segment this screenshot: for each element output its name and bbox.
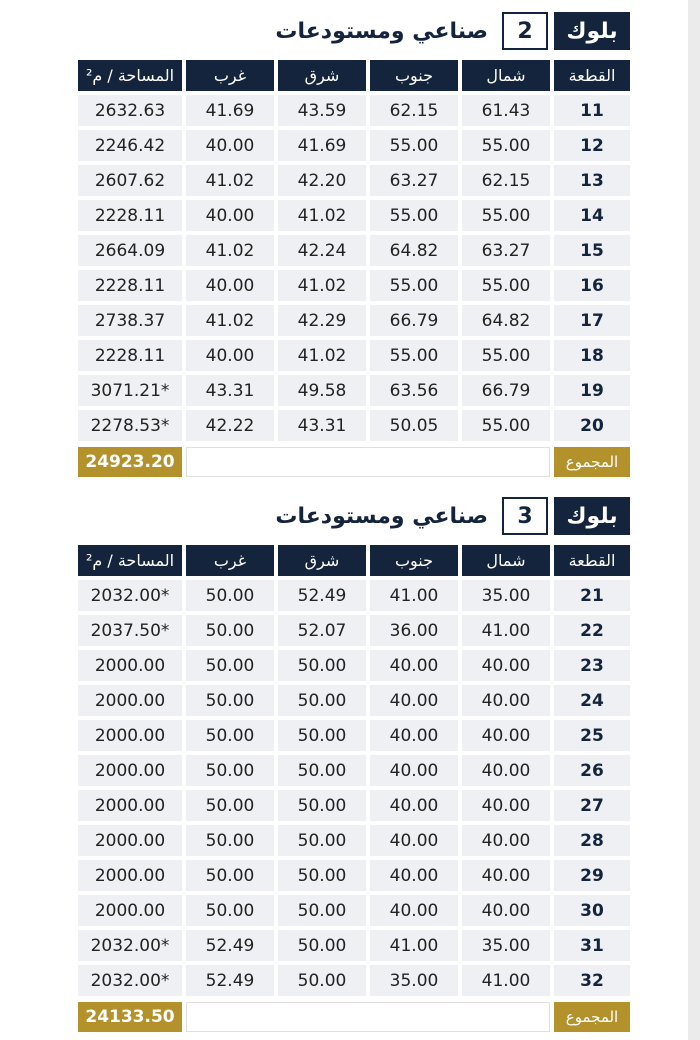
north-cell: 41.00 — [462, 965, 550, 996]
south-header: جنوب — [370, 545, 458, 576]
south-cell: 55.00 — [370, 130, 458, 161]
area-header: المساحة / م² — [78, 60, 182, 91]
block-header — [78, 493, 630, 539]
west-cell: 40.00 — [186, 270, 274, 301]
area-header: المساحة / م² — [78, 545, 182, 576]
table-row — [78, 165, 630, 196]
south-cell: 55.00 — [370, 270, 458, 301]
plot-header: القطعة — [554, 60, 630, 91]
north-cell: 55.00 — [462, 410, 550, 441]
plot-number-cell: 15 — [554, 235, 630, 266]
west-header: غرب — [186, 545, 274, 576]
north-cell: 61.43 — [462, 95, 550, 126]
table-row — [78, 720, 630, 751]
table-row — [78, 410, 630, 441]
south-cell: 40.00 — [370, 685, 458, 716]
area-cell: 2607.62 — [78, 165, 182, 196]
block-number: 3 — [502, 497, 548, 535]
south-header: جنوب — [370, 60, 458, 91]
north-cell: 64.82 — [462, 305, 550, 336]
west-cell: 50.00 — [186, 790, 274, 821]
east-cell: 50.00 — [278, 685, 366, 716]
area-cell: 2000.00 — [78, 720, 182, 751]
east-cell: 42.20 — [278, 165, 366, 196]
west-cell: 50.00 — [186, 895, 274, 926]
table-row — [78, 270, 630, 301]
total-row — [78, 447, 630, 477]
table-row — [78, 580, 630, 611]
west-cell: 50.00 — [186, 580, 274, 611]
north-cell: 40.00 — [462, 755, 550, 786]
west-header: غرب — [186, 60, 274, 91]
east-cell: 43.31 — [278, 410, 366, 441]
table-row — [78, 895, 630, 926]
south-cell: 40.00 — [370, 755, 458, 786]
north-cell: 66.79 — [462, 375, 550, 406]
total-row — [78, 1002, 630, 1032]
plot-number-cell: 29 — [554, 860, 630, 891]
north-cell: 40.00 — [462, 650, 550, 681]
west-cell: 40.00 — [186, 200, 274, 231]
north-cell: 40.00 — [462, 720, 550, 751]
south-cell: 55.00 — [370, 200, 458, 231]
table-row — [78, 650, 630, 681]
area-cell: 3071.21* — [78, 375, 182, 406]
plots-table — [74, 56, 634, 445]
table-row — [78, 340, 630, 371]
east-cell: 50.00 — [278, 790, 366, 821]
area-cell: 2664.09 — [78, 235, 182, 266]
total-spacer — [186, 1002, 550, 1032]
plot-number-cell: 11 — [554, 95, 630, 126]
east-cell: 41.02 — [278, 340, 366, 371]
north-header: شمال — [462, 545, 550, 576]
north-cell: 55.00 — [462, 270, 550, 301]
east-cell: 41.02 — [278, 270, 366, 301]
block-2-section — [78, 8, 630, 477]
east-cell: 50.00 — [278, 650, 366, 681]
table-row — [78, 200, 630, 231]
plot-number-cell: 31 — [554, 930, 630, 961]
table-row — [78, 375, 630, 406]
plot-header: القطعة — [554, 545, 630, 576]
area-cell: 2000.00 — [78, 755, 182, 786]
east-cell: 43.59 — [278, 95, 366, 126]
table-row — [78, 755, 630, 786]
north-cell: 55.00 — [462, 340, 550, 371]
total-label: المجموع — [554, 1002, 630, 1032]
south-cell: 41.00 — [370, 580, 458, 611]
plot-number-cell: 32 — [554, 965, 630, 996]
south-cell: 40.00 — [370, 720, 458, 751]
east-header: شرق — [278, 545, 366, 576]
north-cell: 62.15 — [462, 165, 550, 196]
west-cell: 50.00 — [186, 825, 274, 856]
table-row — [78, 825, 630, 856]
north-cell: 40.00 — [462, 825, 550, 856]
west-cell: 50.00 — [186, 650, 274, 681]
area-cell: 2037.50* — [78, 615, 182, 646]
plot-number-cell: 20 — [554, 410, 630, 441]
plot-number-cell: 24 — [554, 685, 630, 716]
plots-table — [74, 541, 634, 1000]
east-cell: 50.00 — [278, 755, 366, 786]
plot-number-cell: 17 — [554, 305, 630, 336]
west-cell: 50.00 — [186, 685, 274, 716]
west-cell: 41.69 — [186, 95, 274, 126]
area-cell: 2000.00 — [78, 860, 182, 891]
south-cell: 35.00 — [370, 965, 458, 996]
plot-number-cell: 27 — [554, 790, 630, 821]
west-cell: 50.00 — [186, 720, 274, 751]
west-cell: 50.00 — [186, 615, 274, 646]
south-cell: 40.00 — [370, 650, 458, 681]
south-cell: 63.56 — [370, 375, 458, 406]
west-cell: 41.02 — [186, 165, 274, 196]
total-spacer — [186, 447, 550, 477]
west-cell: 52.49 — [186, 930, 274, 961]
area-cell: 2032.00* — [78, 930, 182, 961]
plot-number-cell: 18 — [554, 340, 630, 371]
plot-number-cell: 16 — [554, 270, 630, 301]
east-cell: 50.00 — [278, 720, 366, 751]
total-value: 24133.50 — [78, 1002, 182, 1032]
south-cell: 55.00 — [370, 340, 458, 371]
south-cell: 64.82 — [370, 235, 458, 266]
north-cell: 55.00 — [462, 200, 550, 231]
plot-number-cell: 28 — [554, 825, 630, 856]
table-row — [78, 305, 630, 336]
west-cell: 42.22 — [186, 410, 274, 441]
south-cell: 50.05 — [370, 410, 458, 441]
north-cell: 55.00 — [462, 130, 550, 161]
south-cell: 40.00 — [370, 860, 458, 891]
north-header: شمال — [462, 60, 550, 91]
east-cell: 50.00 — [278, 825, 366, 856]
plot-number-cell: 25 — [554, 720, 630, 751]
area-cell: 2278.53* — [78, 410, 182, 441]
south-cell: 40.00 — [370, 790, 458, 821]
area-cell: 2632.63 — [78, 95, 182, 126]
east-cell: 41.69 — [278, 130, 366, 161]
table-header-row — [78, 545, 630, 576]
west-cell: 40.00 — [186, 340, 274, 371]
south-cell: 36.00 — [370, 615, 458, 646]
west-cell: 41.02 — [186, 235, 274, 266]
plot-number-cell: 30 — [554, 895, 630, 926]
east-cell: 41.02 — [278, 200, 366, 231]
area-cell: 2738.37 — [78, 305, 182, 336]
total-value: 24923.20 — [78, 447, 182, 477]
area-cell: 2000.00 — [78, 650, 182, 681]
plot-number-cell: 13 — [554, 165, 630, 196]
north-cell: 40.00 — [462, 790, 550, 821]
area-cell: 2000.00 — [78, 685, 182, 716]
south-cell: 41.00 — [370, 930, 458, 961]
east-cell: 50.00 — [278, 930, 366, 961]
area-cell: 2246.42 — [78, 130, 182, 161]
area-cell: 2032.00* — [78, 580, 182, 611]
east-cell: 52.49 — [278, 580, 366, 611]
west-cell: 43.31 — [186, 375, 274, 406]
area-cell: 2000.00 — [78, 895, 182, 926]
north-cell: 40.00 — [462, 685, 550, 716]
west-cell: 52.49 — [186, 965, 274, 996]
east-header: شرق — [278, 60, 366, 91]
plot-number-cell: 23 — [554, 650, 630, 681]
block-3-section — [78, 493, 630, 1032]
area-cell: 2228.11 — [78, 270, 182, 301]
total-label: المجموع — [554, 447, 630, 477]
plot-number-cell: 26 — [554, 755, 630, 786]
table-row — [78, 95, 630, 126]
block-title: صناعي ومستودعات — [275, 503, 488, 529]
north-cell: 40.00 — [462, 860, 550, 891]
plot-number-cell: 19 — [554, 375, 630, 406]
table-row — [78, 790, 630, 821]
south-cell: 40.00 — [370, 825, 458, 856]
east-cell: 50.00 — [278, 860, 366, 891]
west-cell: 50.00 — [186, 755, 274, 786]
north-cell: 63.27 — [462, 235, 550, 266]
plot-number-cell: 12 — [554, 130, 630, 161]
table-header-row — [78, 60, 630, 91]
west-cell: 40.00 — [186, 130, 274, 161]
block-number: 2 — [502, 12, 548, 50]
south-cell: 40.00 — [370, 895, 458, 926]
south-cell: 66.79 — [370, 305, 458, 336]
north-cell: 40.00 — [462, 895, 550, 926]
west-cell: 41.02 — [186, 305, 274, 336]
east-cell: 52.07 — [278, 615, 366, 646]
west-cell: 50.00 — [186, 860, 274, 891]
table-row — [78, 860, 630, 891]
south-cell: 63.27 — [370, 165, 458, 196]
block-label: بلوك — [554, 12, 630, 50]
north-cell: 35.00 — [462, 580, 550, 611]
area-cell: 2228.11 — [78, 200, 182, 231]
area-cell: 2000.00 — [78, 825, 182, 856]
east-cell: 42.29 — [278, 305, 366, 336]
east-cell: 42.24 — [278, 235, 366, 266]
block-title: صناعي ومستودعات — [275, 18, 488, 44]
table-row — [78, 685, 630, 716]
north-cell: 35.00 — [462, 930, 550, 961]
plot-number-cell: 22 — [554, 615, 630, 646]
table-row — [78, 930, 630, 961]
east-cell: 49.58 — [278, 375, 366, 406]
east-cell: 50.00 — [278, 965, 366, 996]
table-row — [78, 615, 630, 646]
area-cell: 2228.11 — [78, 340, 182, 371]
north-cell: 41.00 — [462, 615, 550, 646]
area-cell: 2000.00 — [78, 790, 182, 821]
plot-number-cell: 21 — [554, 580, 630, 611]
east-cell: 50.00 — [278, 895, 366, 926]
area-cell: 2032.00* — [78, 965, 182, 996]
table-row — [78, 130, 630, 161]
table-row — [78, 965, 630, 996]
plot-number-cell: 14 — [554, 200, 630, 231]
block-label: بلوك — [554, 497, 630, 535]
page-edge — [688, 0, 700, 1040]
south-cell: 62.15 — [370, 95, 458, 126]
block-header — [78, 8, 630, 54]
table-row — [78, 235, 630, 266]
